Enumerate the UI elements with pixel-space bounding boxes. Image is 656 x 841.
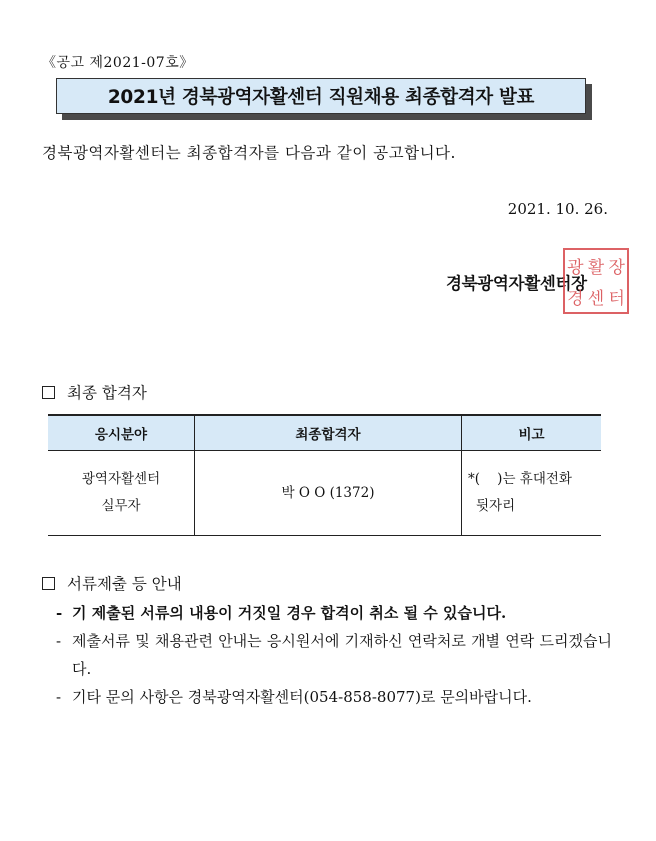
seal-char: 센 [587, 289, 605, 309]
intro-text: 경북광역자활센터는 최종합격자를 다음과 같이 공고합니다. [42, 144, 456, 162]
list-item [56, 683, 612, 711]
field-line: 광역자활센터 [81, 471, 161, 487]
note-line: 뒷자리 [476, 498, 516, 514]
seal-char: 경 [567, 289, 584, 309]
column-header: 비고 [462, 415, 602, 451]
column-header: 최종합격자 [195, 415, 462, 451]
notice-number: 《공고 제2021-07호》 [42, 55, 194, 71]
checkbox-icon [42, 386, 55, 399]
list-item-text: 기타 문의 사항은 경북광역자활센터(054-858-8077)로 문의바랍니다. [72, 688, 532, 706]
seal-char: 터 [608, 289, 625, 309]
list-item [56, 627, 612, 683]
seal-char: 광 [567, 258, 584, 278]
announcement-date: 2021. 10. 26. [507, 200, 608, 218]
dash-icon: - [56, 688, 62, 706]
note-cell [462, 451, 602, 536]
section-document-guide [42, 572, 182, 594]
section-heading: 서류제출 등 안내 [67, 575, 182, 593]
guide-list [56, 599, 612, 711]
field-cell [48, 451, 195, 536]
results-table [48, 414, 601, 536]
section-final-results [42, 381, 147, 403]
seal-char: 장 [608, 258, 625, 278]
list-item-text: 기 제출된 서류의 내용이 거짓일 경우 합격이 취소 될 수 있습니다. [72, 604, 507, 622]
page-title: 2021년 경북광역자활센터 직원채용 최종합격자 발표 [56, 78, 586, 114]
note-line: *( )는 휴대전화 [468, 471, 572, 487]
dash-icon: - [56, 632, 62, 650]
table-header-row [48, 415, 601, 451]
column-header: 응시분야 [48, 415, 195, 451]
seal-char: 활 [587, 258, 605, 278]
candidate-cell: 박 O O (1372) [195, 451, 462, 536]
organization-name: 경북광역자활센터장 [446, 274, 587, 293]
title-banner [56, 78, 594, 118]
dash-icon: - [56, 604, 63, 622]
section-heading: 최종 합격자 [67, 384, 147, 402]
list-item-text: 제출서류 및 채용관련 안내는 응시원서에 기재하신 연락처로 개별 연락 드리겠습니다. [72, 632, 612, 678]
checkbox-icon [42, 577, 55, 590]
official-seal [563, 248, 629, 314]
list-item [56, 599, 612, 627]
field-line: 실무자 [101, 498, 141, 514]
table-row [48, 451, 601, 536]
